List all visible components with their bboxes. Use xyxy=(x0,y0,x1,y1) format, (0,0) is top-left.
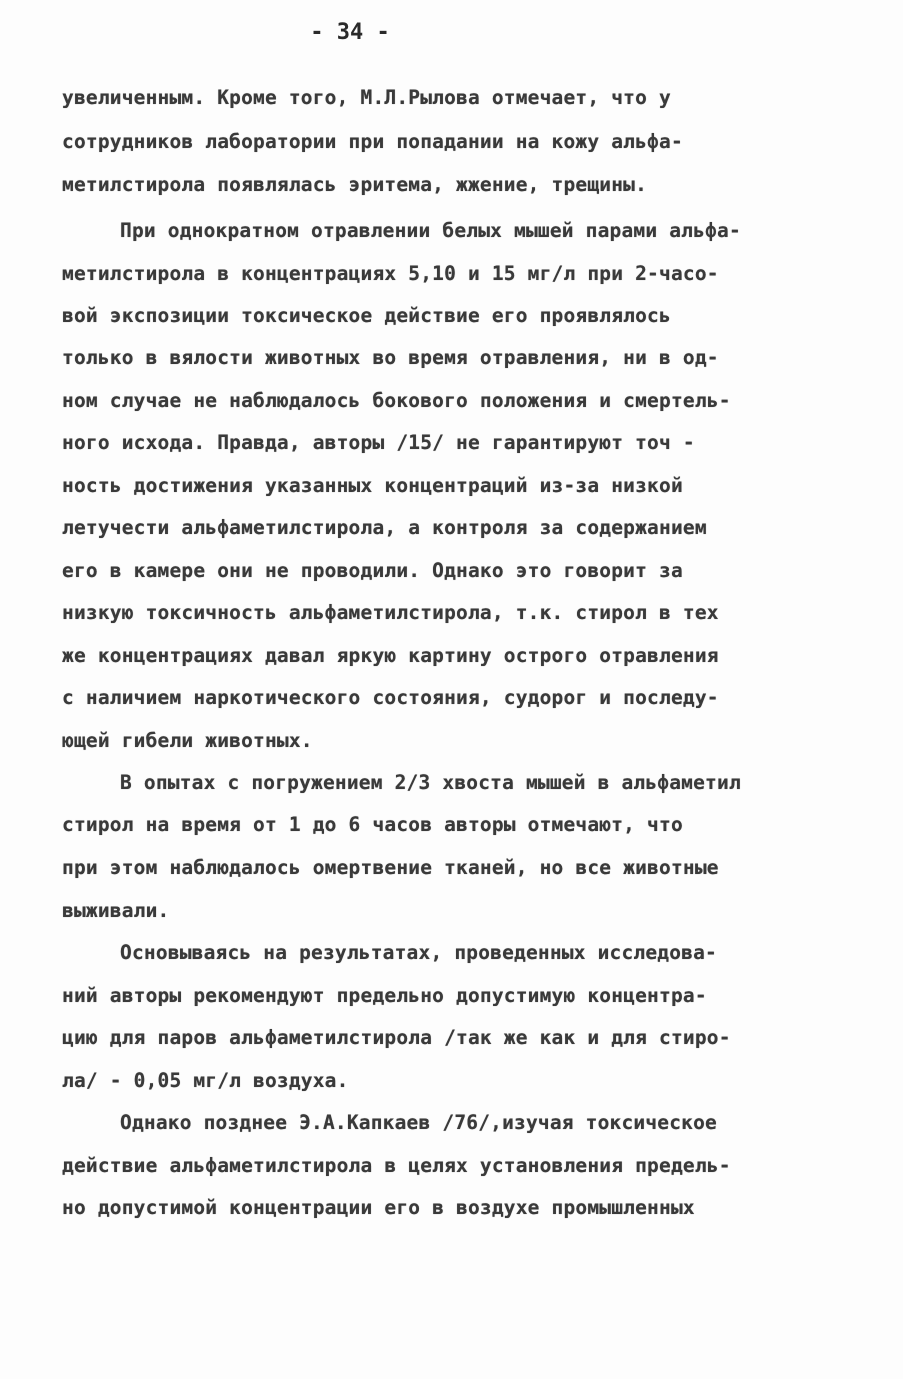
text-line: низкую токсичность альфаметилстирола, т.к. стирол в тех xyxy=(62,601,719,624)
text-line: его в камере они не проводили. Однако это говорит за xyxy=(62,559,683,582)
text-line: действие альфаметилстирола в целях установления предель- xyxy=(62,1154,731,1177)
paragraph-first-line: При однократном отравлении белых мышей парами альфа- xyxy=(120,219,741,242)
text-line: ность достижения указанных концентраций из-за низкой xyxy=(62,474,683,497)
text-line: при этом наблюдалось омертвение тканей, но все животные xyxy=(62,856,719,879)
paragraph-first-line: В опытах с погружением 2/3 хвоста мышей в альфаметил xyxy=(120,771,741,794)
text-line: летучести альфаметилстирола, а контроля за содержанием xyxy=(62,516,707,539)
text-line: ла/ - 0,05 мг/л воздуха. xyxy=(62,1069,349,1092)
paragraph-first-line: Основываясь на результатах, проведенных исследова- xyxy=(120,941,717,964)
text-line: метилстирола в концентрациях 5,10 и 15 мг/л при 2-часо- xyxy=(62,262,719,285)
text-line: цию для паров альфаметилстирола /так же как и для стиро- xyxy=(62,1026,731,1049)
page-number: - 34 - xyxy=(310,20,390,45)
text-line: увеличенным. Кроме того, М.Л.Рылова отмечает, что у xyxy=(62,86,671,109)
text-line: стирол на время от 1 до 6 часов авторы отмечают, что xyxy=(62,813,683,836)
text-line: ного исхода. Правда, авторы /15/ не гарантируют точ - xyxy=(62,431,695,454)
paragraph-first-line: Однако позднее Э.А.Капкаев /76/,изучая токсическое xyxy=(120,1111,717,1134)
text-line: вой экспозиции токсическое действие его проявлялось xyxy=(62,304,671,327)
text-line: сотрудников лаборатории при попадании на кожу альфа- xyxy=(62,130,683,153)
text-line: с наличием наркотического состояния, судорог и последу- xyxy=(62,686,719,709)
text-line: ном случае не наблюдалось бокового положения и смертель- xyxy=(62,389,731,412)
text-line: но допустимой концентрации его в воздухе промышленных xyxy=(62,1196,695,1219)
text-line: ний авторы рекомендуют предельно допустимую концентра- xyxy=(62,984,707,1007)
text-line: же концентрациях давал яркую картину острого отравления xyxy=(62,644,719,667)
text-line: ющей гибели животных. xyxy=(62,729,313,752)
text-line: только в вялости животных во время отравления, ни в од- xyxy=(62,346,719,369)
text-line: метилстирола появлялась эритема, жжение, трещины. xyxy=(62,173,648,196)
text-line: выживали. xyxy=(62,899,170,922)
